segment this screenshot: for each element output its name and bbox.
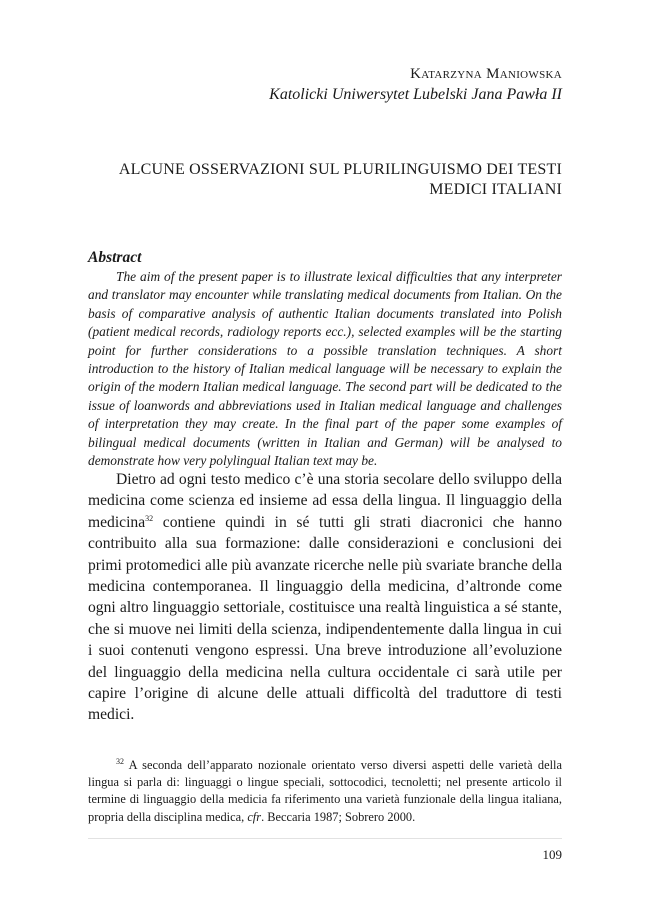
body-paragraph	[88, 469, 562, 726]
footnote-text-2: . Beccaria 1987; Sobrero 2000.	[261, 809, 416, 824]
author-header	[82, 64, 562, 106]
abstract-heading: Abstract	[88, 249, 142, 266]
abstract-text: The aim of the present paper is to illustrate lexical difficulties that any interpreter and translator may encounter while translating medical documents from Italian. On the basis of comparative analysis of authentic Italian documents translated into Polish (patient medical records, radiology reports ecc.), selected examples will be the starting point for further considerations to a possible translation techniques. A short introduction to the history of Italian medical language will be necessary to explain the origin of the modern Italian medical language. The second part will be dedicated to the issue of loanwords and abbreviations used in Italian medical language and challenges of interpretation they may create. In the final part of the paper some examples of bilingual medical documents (written in Italian and German) will be analysed to demonstrate how very polylingual Italian text may be.	[88, 269, 562, 469]
footnote-text-1: A seconda dell’apparato nozionale orientato verso diversi aspetti delle varietà della lingua si parla di: linguaggi o lingue speciali, sottocodici, tecnoletti; nel presente articolo il termine di linguaggio della medicia fa riferimento una varietà funzionale della lingua italiana, propria della disciplina medica,	[88, 758, 562, 824]
footnote-cfr: cfr	[247, 809, 262, 824]
page-number: 109	[542, 847, 562, 862]
article-title-line-2: MEDICI ITALIANI	[429, 181, 562, 198]
body-text-part-1: Dietro ad ogni testo medico c’è una storia secolare dello sviluppo della medicina come scienza ed insieme ad essa della lingua. Il linguaggio della medicina	[88, 471, 562, 531]
footnote	[88, 757, 562, 826]
footnote-number: 32	[116, 756, 124, 766]
body-text-part-2: contiene quindi in sé tutti gli strati diacronici che hanno contribuito alla sua formazione: dalle considerazioni e conclusioni dei primi protomedici alle più avanzate ricerche nelle più svariate branche della medicina contemporanea. Il linguaggio della medicina, d’altronde come ogni altro linguaggio settoriale, costituisce una realtà linguistica a sé stante, che si muove nei limiti della scienza, indipendentemente dalla lingua in cui i suoi contenuti vengono espressi. Una breve introduzione all’evoluzione del linguaggio della medicina nella cultura occidentale ci sarà utile per capire l’origine di alcune delle attuali difficoltà del traduttore di testi medici.	[88, 513, 562, 724]
article-title	[92, 160, 562, 200]
author-name: Katarzyna Maniowska	[410, 66, 562, 82]
article-title-line-1: ALCUNE OSSERVAZIONI SUL PLURILINGUISMO DEI TESTI	[118, 161, 562, 178]
abstract-section	[88, 248, 562, 470]
footnote-reference: 32	[145, 513, 154, 523]
footer-divider	[88, 838, 562, 839]
author-affiliation: Katolicki Uniwersytet Lubelski Jana Pawła II	[269, 86, 562, 103]
